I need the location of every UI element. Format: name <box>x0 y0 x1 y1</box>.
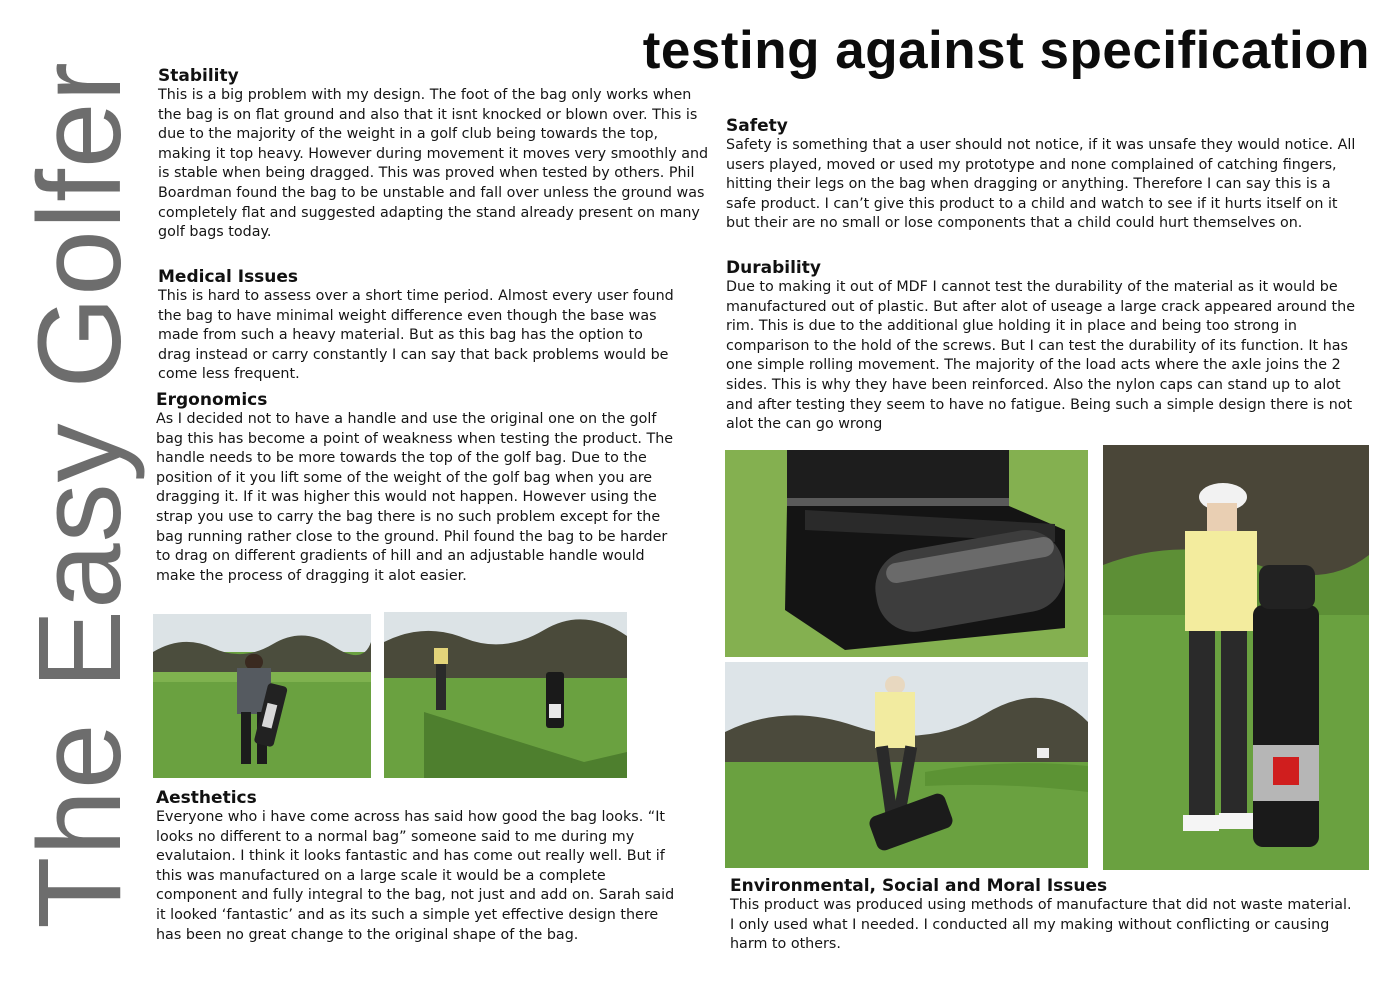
photo-dragging-bag <box>725 662 1088 868</box>
section-body: As I decided not to have a handle and use the original one on the golf bag this has become a point of weakness when testing the product. The handle needs to be more towards the top of the golf bag. Due to the position of it you lift some of the weight of the golf bag when you are dragging it. If it was higher this would not happen. However using the strap you use to carry the bag there is no such problem except for the bag running rather close to the ground. Phil found the bag to be harder to drag on different gradients of hill and an adjustable handle would make the process of dragging it alot easier. <box>156 411 674 584</box>
section-heading: Medical Issues <box>158 267 299 287</box>
section-safety <box>726 116 1358 234</box>
section-heading: Safety <box>726 116 788 136</box>
section-stability <box>158 66 714 243</box>
section-heading: Aesthetics <box>156 788 257 808</box>
section-heading: Ergonomics <box>156 390 268 410</box>
photo-base-closeup <box>725 450 1088 657</box>
section-heading: Environmental, Social and Moral Issues <box>730 876 1108 896</box>
page-title: testing against specification <box>642 21 1370 80</box>
section-heading: Stability <box>158 66 239 86</box>
section-body: This is a big problem with my design. The foot of the bag only works when the bag is on flat ground and also that it isnt knocked or blown over. This is due to the majority of the weight in a golf club being towards the top, making it top heavy. However during movement it moves very smoothly and is stable when being dragged. This was proved when tested by others. Phil Boardman found the bag to be unstable and fall over unless the ground was completely flat and suggested adapting the stand already present on many golf bags today. <box>158 87 709 241</box>
section-body: This product was produced using methods of manufacture that did not waste material. I only used what I needed. I conducted all my making without conflicting or causing harm to others. <box>730 897 1352 953</box>
photo-golfer-swing <box>384 612 627 778</box>
section-medical <box>158 267 678 385</box>
section-ergonomics <box>156 390 686 586</box>
section-body: Due to making it out of MDF I cannot test the durability of the material as it would be manufactured out of plastic. But after alot of useage a large crack appeared around the rim. This is due to the additional glue holding it in place and being too strong in comparison to the hold of the screws. But I can test the durability of its function. It has one simple rolling movement. The majority of the load acts where the axle joins the 2 sides. This is why they have been reinforced. Also the nylon caps can stand up to alot and after testing they seem to have no fatigue. Being such a simple design there is not alot the can go wrong <box>726 279 1355 433</box>
side-title <box>14 0 146 990</box>
section-aesthetics <box>156 788 684 945</box>
side-title-text: The Easy Golfer <box>14 61 146 929</box>
section-environmental <box>730 876 1358 955</box>
section-body: Safety is something that a user should not notice, if it was unsafe they would notice. All users played, moved or used my prototype and none complained of catching fingers, hitting their legs on the bag when dragging or anything. Therefore I can say this is a safe product. I can’t give this product to a child and watch to see if it hurts itself on it but their are no small or lose components that a child could hurt themselves on. <box>726 137 1356 232</box>
section-heading: Durability <box>726 258 821 278</box>
photo-golfer-with-bag <box>1103 445 1369 870</box>
section-body: This is hard to assess over a short time period. Almost every user found the bag to have minimal weight difference even though the base was made from such a heavy material. But as this bag has the option to drag instead or carry constantly I can say that back problems would be come less frequent. <box>158 288 674 383</box>
section-body: Everyone who i have come across has said how good the bag looks. “It looks no different to a normal bag” someone said to me during my evalutaion. I think it looks fantastic and has come out really well. But if this was manufactured on a large scale it would be a complete component and fully integral to the bag, not just and add on. Sarah said it looked ‘fantastic’ and as its such a simple yet effective design there has been no great change to the original shape of the bag. <box>156 809 675 943</box>
section-durability <box>726 258 1360 435</box>
photo-carrying-bag <box>153 614 371 778</box>
